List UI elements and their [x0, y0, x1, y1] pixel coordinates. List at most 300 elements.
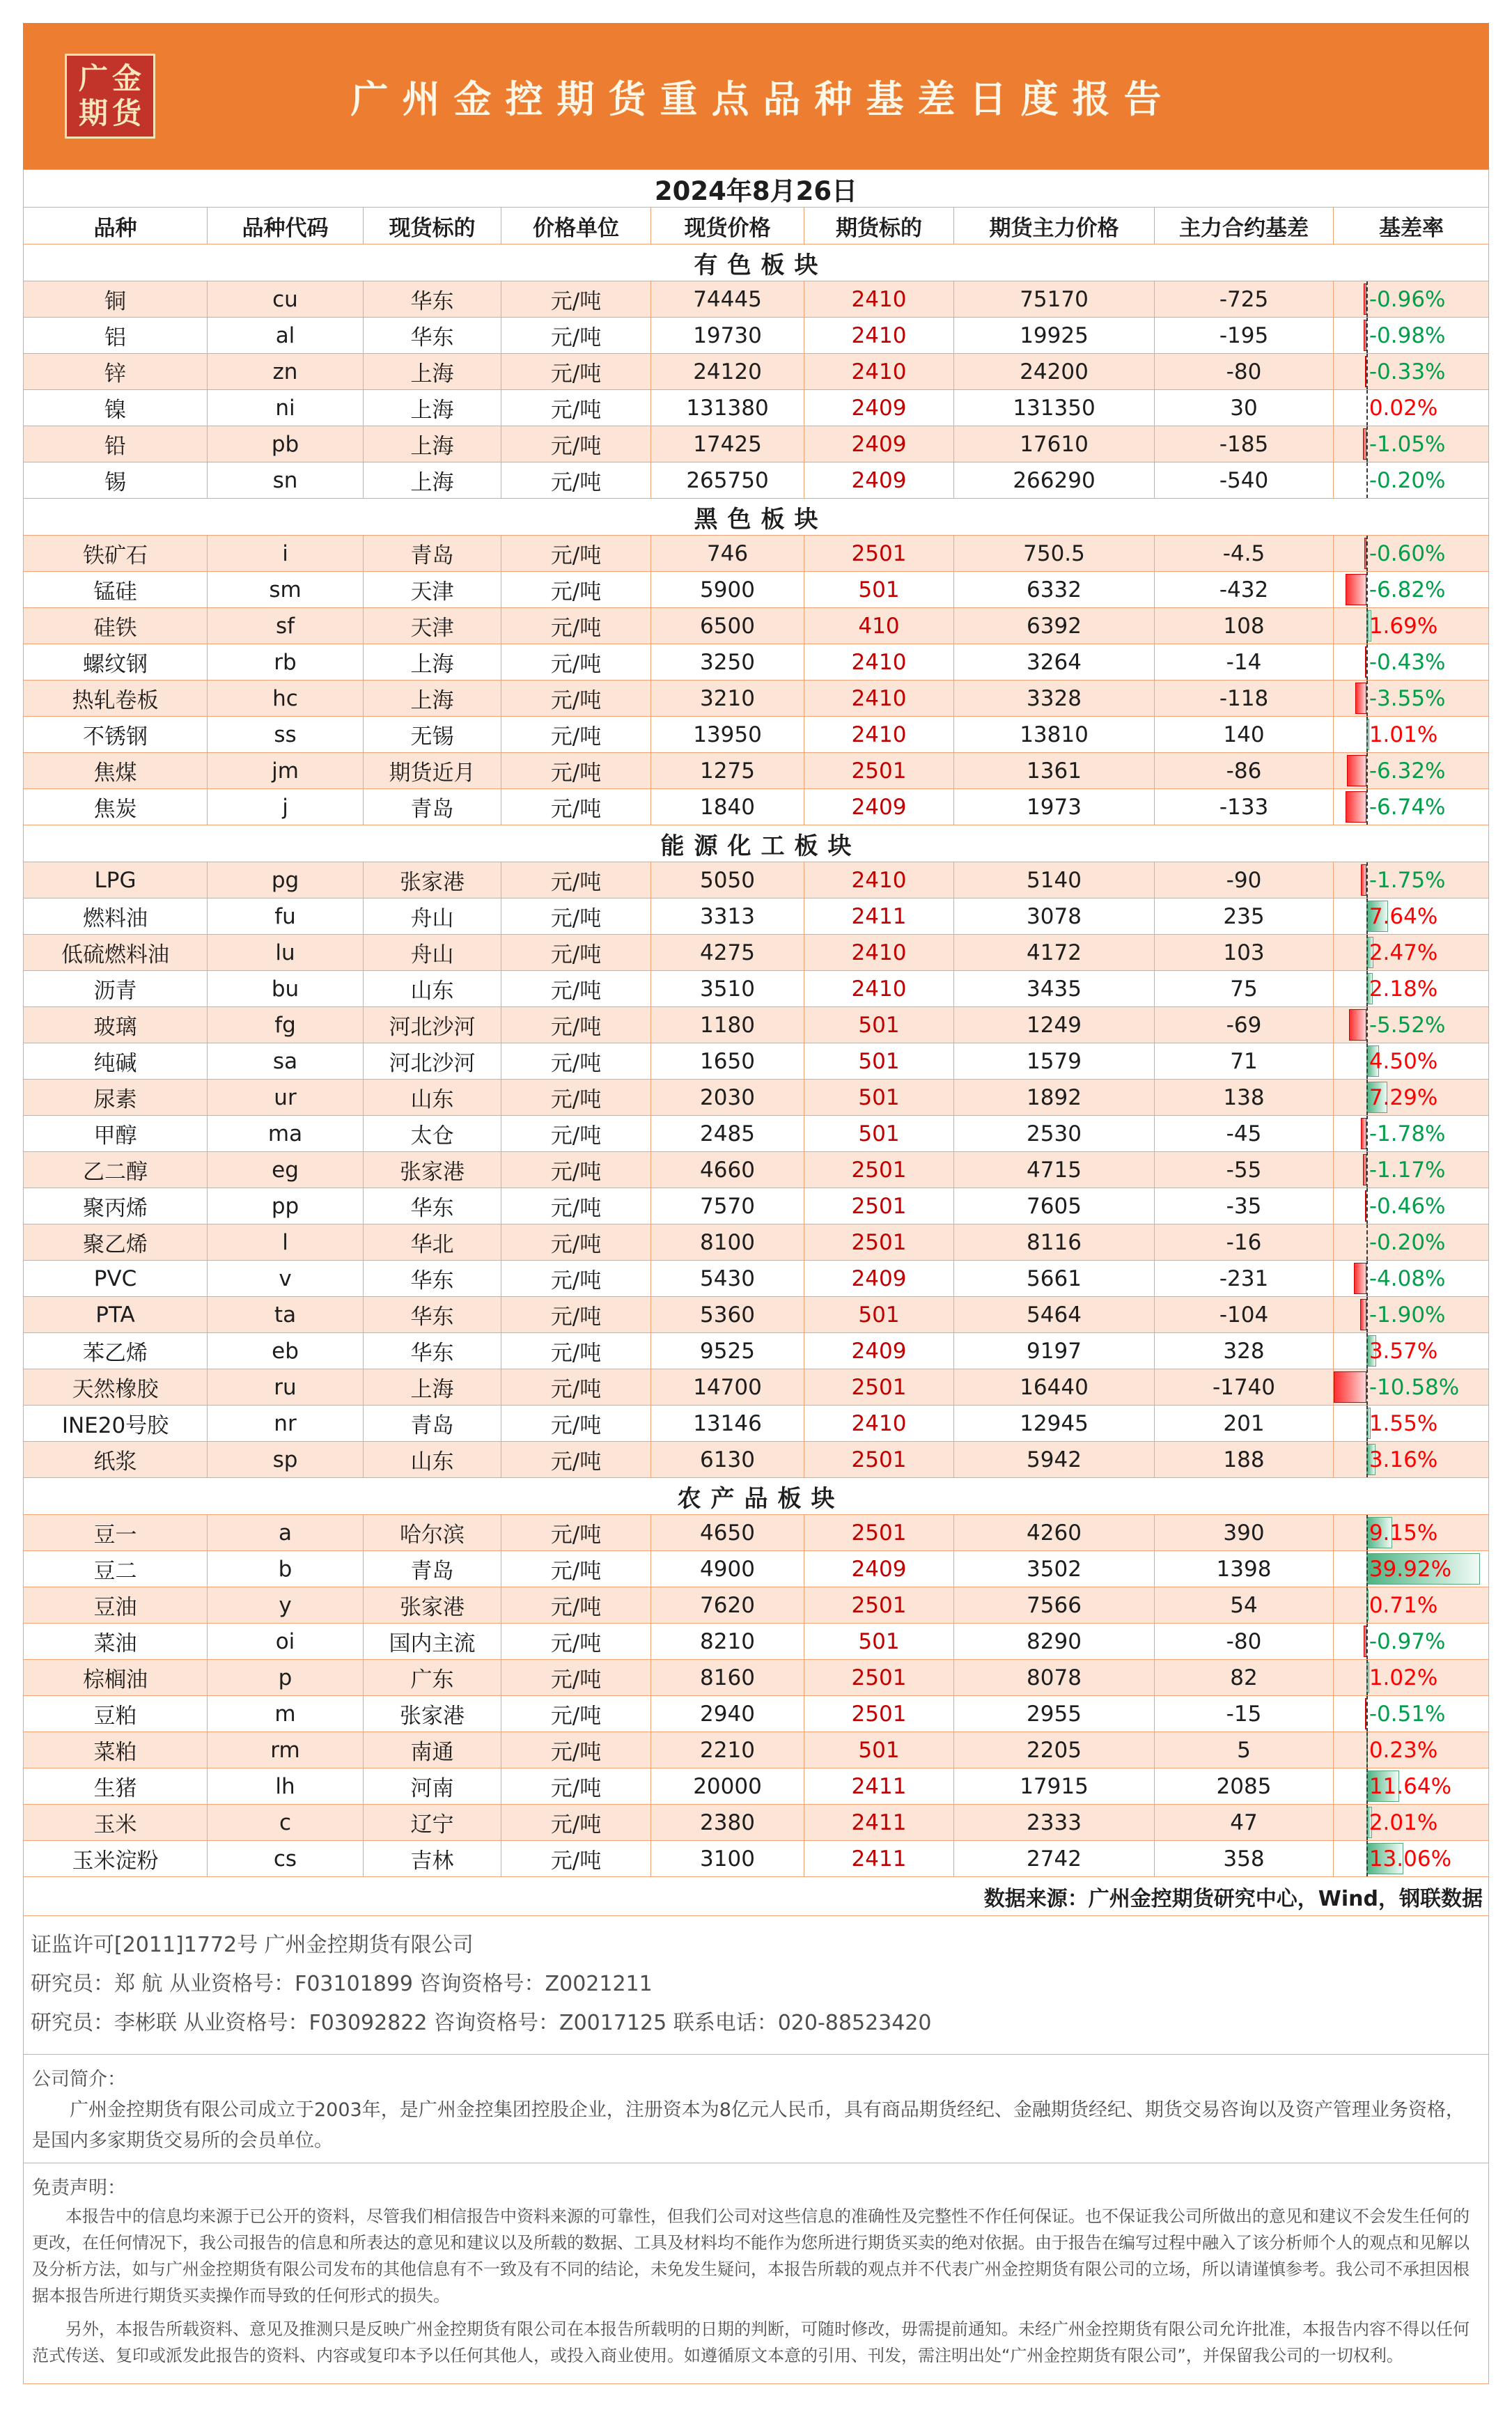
cell-spot-target: 山东 [363, 1080, 501, 1115]
cell-basis: -1740 [1154, 1369, 1333, 1405]
cell-basis-rate [1333, 789, 1489, 825]
table-row-m [24, 1696, 1488, 1732]
cell-contract-month: 2410 [804, 971, 953, 1006]
cell-contract-month: 2410 [804, 644, 953, 680]
table-row-eg [24, 1152, 1488, 1188]
basis-rate-value: -0.51% [1369, 1701, 1446, 1727]
cell-price-unit: 元/吨 [501, 1188, 650, 1224]
cell-variety: 纯碱 [93, 1051, 137, 1076]
logo-text-line1: 广金 [78, 61, 146, 96]
cell-basis-rate [1333, 1080, 1489, 1115]
cell-spot-price: 3510 [650, 971, 804, 1006]
cell-spot-target: 华东 [363, 1333, 501, 1369]
table-row-cu [24, 281, 1488, 318]
cell-futures-price: 75170 [953, 281, 1154, 317]
cell-spot-price: 3210 [650, 680, 804, 716]
cell-basis-rate [1333, 1515, 1489, 1550]
table-row-bu [24, 971, 1488, 1007]
cell-spot-price: 2940 [650, 1696, 804, 1732]
cell-futures-price: 7566 [953, 1587, 1154, 1623]
cell-code: cs [207, 1841, 363, 1876]
basis-rate-value: 7.64% [1369, 903, 1438, 929]
cell-spot-target: 哈尔滨 [363, 1515, 501, 1550]
table-row-rb [24, 644, 1488, 680]
cell-futures-price: 1579 [953, 1043, 1154, 1079]
cell-spot-target: 无锡 [363, 717, 501, 752]
cell-basis: 54 [1154, 1587, 1333, 1623]
disclaimer-block [24, 2163, 1488, 2383]
company-intro-block [24, 2055, 1488, 2163]
cell-basis-rate [1333, 1768, 1489, 1804]
cell-code: p [207, 1660, 363, 1695]
basis-rate-value: 1.55% [1369, 1410, 1438, 1436]
cell-basis: -104 [1154, 1297, 1333, 1332]
table-row-hc [24, 680, 1488, 717]
basis-rate-value: 3.57% [1369, 1338, 1438, 1364]
cell-variety: 燃料油 [83, 906, 148, 931]
cell-futures-price: 2333 [953, 1805, 1154, 1840]
cell-variety: 热轧卷板 [72, 688, 159, 713]
cell-futures-price: 1892 [953, 1080, 1154, 1115]
disclaimer-paragraph: 本报告中的信息均来源于已公开的资料，尽管我们相信报告中资料来源的可靠性，但我们公司对这些信息的准确性及完整性不作任何保证。也不保证我公司所做出的意见和建议不会发生任何的更改，在任何情况下，我公司报告的信息和所表达的意见和建议以及所载的数据、工具及材料均不能作为您所进行期货买卖的绝对依据。由于报告在编写过程中融入了该分析师个人的观点和见解以及分析方法，如与广州金控期货有限公司发布的其他信息有不一致及有不同的结论，未免发生疑问，本报告所载的观点并不代表广州金控期货有限公司的立场，所以请谨慎参考。我公司不承担因根据本报告所进行期货买卖操作而导致的任何形式的损失。 [32, 2207, 1470, 2306]
cell-price-unit: 元/吨 [501, 462, 650, 498]
cell-contract-month: 501 [804, 1007, 953, 1043]
cell-basis-rate [1333, 1224, 1489, 1260]
cell-basis: 138 [1154, 1080, 1333, 1115]
cell-spot-target: 舟山 [363, 898, 501, 934]
cell-spot-price: 14700 [650, 1369, 804, 1405]
cell-variety: 螺纹钢 [83, 652, 148, 677]
cell-contract-month: 501 [804, 1297, 953, 1332]
basis-rate-value: 0.71% [1369, 1592, 1438, 1618]
table-row-rm [24, 1732, 1488, 1768]
table-row-sn [24, 462, 1488, 499]
cell-basis-rate [1333, 426, 1489, 462]
cell-basis: -4.5 [1154, 536, 1333, 571]
cell-basis: 328 [1154, 1333, 1333, 1369]
cell-spot-price: 1180 [650, 1007, 804, 1043]
cell-variety: 豆二 [93, 1559, 137, 1584]
cell-contract-month: 2409 [804, 1333, 953, 1369]
table-row-lu [24, 935, 1488, 971]
cell-spot-target: 青岛 [363, 1406, 501, 1441]
cell-basis-rate [1333, 462, 1489, 498]
cell-basis-rate [1333, 1369, 1489, 1405]
cell-basis: 390 [1154, 1515, 1333, 1550]
cell-variety: 锌 [104, 361, 126, 387]
cell-variety: 焦炭 [93, 797, 137, 822]
cell-basis-rate [1333, 354, 1489, 389]
cell-contract-month: 2410 [804, 680, 953, 716]
table-row-i [24, 536, 1488, 572]
cell-code: lh [207, 1768, 363, 1804]
cell-spot-price: 3313 [650, 898, 804, 934]
cell-basis: -15 [1154, 1696, 1333, 1732]
basis-rate-value: -0.20% [1369, 467, 1446, 493]
basis-rate-value: -1.78% [1369, 1121, 1446, 1146]
cell-spot-price: 2210 [650, 1732, 804, 1768]
cell-code: sf [207, 608, 363, 644]
cell-price-unit: 元/吨 [501, 1007, 650, 1043]
cell-spot-target: 上海 [363, 1369, 501, 1405]
basis-rate-value: 0.23% [1369, 1737, 1438, 1763]
col-header: 品种 [93, 215, 137, 241]
company-intro-heading: 公司简介： [32, 2069, 126, 2090]
cell-basis: -118 [1154, 680, 1333, 716]
cell-basis-rate [1333, 1152, 1489, 1188]
basis-rate-value: -0.43% [1369, 649, 1446, 675]
disclaimer-heading: 免责声明： [32, 2177, 126, 2200]
table-row-c [24, 1805, 1488, 1841]
cell-spot-target: 上海 [363, 390, 501, 426]
disclaimer-paragraph: 另外，本报告所载资料、意见及推测只是反映广州金控期货有限公司在本报告所载明的日期的判断，可随时修改，毋需提前通知。未经广州金控期货有限公司允许批准，本报告内容不得以任何范式传送、复印或派发此报告的资料、内容或复印本予以任何其他人，或投入商业使用。如遵循原文本意的引用、刊发，需注明出处“广州金控期货有限公司”，并保留我公司的一切权利。 [32, 2319, 1470, 2365]
cell-contract-month: 2501 [804, 1515, 953, 1550]
cell-variety: 聚乙烯 [83, 1232, 148, 1257]
cell-contract-month: 2501 [804, 1188, 953, 1224]
report-title: 广州金控期货重点品种基差日度报告 [350, 77, 1176, 121]
cell-spot-price: 1840 [650, 789, 804, 825]
cell-variety: 铅 [104, 434, 126, 459]
report-date: 2024年8月26日 [24, 170, 1488, 208]
cell-futures-price: 4172 [953, 935, 1154, 970]
section-header-能源化工板块: 能源化工板块 [24, 825, 1488, 862]
cell-code: fg [207, 1007, 363, 1043]
cell-futures-price: 6332 [953, 572, 1154, 607]
cell-futures-price: 5661 [953, 1261, 1154, 1296]
cell-spot-target: 河北沙河 [363, 1043, 501, 1079]
section-header-有色板块: 有色板块 [24, 244, 1488, 281]
cell-basis: 235 [1154, 898, 1333, 934]
cell-code: eb [207, 1333, 363, 1369]
cell-spot-price: 4650 [650, 1515, 804, 1550]
cell-spot-target: 华东 [363, 1261, 501, 1296]
cell-futures-price: 1973 [953, 789, 1154, 825]
cell-contract-month: 2409 [804, 390, 953, 426]
cell-price-unit: 元/吨 [501, 536, 650, 571]
col-header: 现货标的 [363, 208, 501, 244]
basis-rate-value: -0.96% [1369, 286, 1446, 312]
cell-basis-rate [1333, 390, 1489, 426]
cell-basis-rate [1333, 1188, 1489, 1224]
cell-futures-price: 3435 [953, 971, 1154, 1006]
cell-contract-month: 2501 [804, 1696, 953, 1732]
cell-code: b [207, 1551, 363, 1587]
cell-variety: 豆一 [93, 1523, 137, 1548]
cell-basis: 103 [1154, 935, 1333, 970]
cell-price-unit: 元/吨 [501, 1768, 650, 1804]
cell-futures-price: 4715 [953, 1152, 1154, 1188]
cell-price-unit: 元/吨 [501, 1152, 650, 1188]
basis-rate-value: 0.02% [1369, 395, 1438, 421]
cell-basis: -45 [1154, 1116, 1333, 1151]
table-row-ss [24, 717, 1488, 753]
table-row-ma [24, 1116, 1488, 1152]
table-row-v [24, 1261, 1488, 1297]
table-row-b [24, 1551, 1488, 1587]
cell-spot-target: 青岛 [363, 536, 501, 571]
cell-code: hc [207, 680, 363, 716]
cell-price-unit: 元/吨 [501, 1406, 650, 1441]
col-header: 基差率 [1333, 208, 1489, 244]
cell-variety: 低硫燃料油 [61, 942, 169, 967]
cell-contract-month: 501 [804, 1116, 953, 1151]
table-row-ur [24, 1080, 1488, 1116]
col-header: 品种代码 [207, 208, 363, 244]
cell-price-unit: 元/吨 [501, 717, 650, 752]
cell-variety: 生猪 [93, 1776, 137, 1801]
cell-spot-price: 4660 [650, 1152, 804, 1188]
cell-basis: -55 [1154, 1152, 1333, 1188]
cell-code: cu [207, 281, 363, 317]
cell-basis-rate [1333, 1696, 1489, 1732]
cell-futures-price: 2742 [953, 1841, 1154, 1876]
cell-variety: LPG [94, 867, 137, 893]
cell-variety: 菜油 [93, 1631, 137, 1656]
cell-basis: 108 [1154, 608, 1333, 644]
cell-price-unit: 元/吨 [501, 572, 650, 607]
cell-contract-month: 2501 [804, 1369, 953, 1405]
cell-code: rm [207, 1732, 363, 1768]
basis-rate-value: 39.92% [1369, 1556, 1452, 1582]
cell-contract-month: 2411 [804, 898, 953, 934]
cell-spot-price: 13146 [650, 1406, 804, 1441]
table-row-ni [24, 390, 1488, 426]
cell-futures-price: 3328 [953, 680, 1154, 716]
basis-rate-value: -0.46% [1369, 1193, 1446, 1219]
table-row-sm [24, 572, 1488, 608]
table-row-j [24, 789, 1488, 825]
cell-spot-target: 山东 [363, 971, 501, 1006]
cell-futures-price: 9197 [953, 1333, 1154, 1369]
basis-rate-value: 7.29% [1369, 1084, 1438, 1110]
cell-contract-month: 2410 [804, 935, 953, 970]
basis-rate-value: -6.74% [1369, 794, 1446, 820]
cell-variety: 玉米淀粉 [72, 1849, 159, 1874]
cell-code: jm [207, 753, 363, 788]
basis-rate-value: -4.08% [1369, 1266, 1446, 1291]
cell-spot-target: 华东 [363, 281, 501, 317]
cell-basis: -14 [1154, 644, 1333, 680]
cell-price-unit: 元/吨 [501, 318, 650, 353]
cell-futures-price: 3078 [953, 898, 1154, 934]
cell-code: m [207, 1696, 363, 1732]
cell-basis: 5 [1154, 1732, 1333, 1768]
cell-basis-rate [1333, 1551, 1489, 1587]
cell-price-unit: 元/吨 [501, 898, 650, 934]
cell-basis-rate [1333, 1805, 1489, 1840]
cell-spot-price: 5430 [650, 1261, 804, 1296]
cell-price-unit: 元/吨 [501, 644, 650, 680]
cell-spot-price: 746 [650, 536, 804, 571]
table-row-pg [24, 862, 1488, 898]
cell-basis: 2085 [1154, 1768, 1333, 1804]
cell-price-unit: 元/吨 [501, 1660, 650, 1695]
cell-contract-month: 2409 [804, 1551, 953, 1587]
cell-futures-price: 19925 [953, 318, 1154, 353]
cell-variety: 豆粕 [93, 1704, 137, 1729]
cell-contract-month: 501 [804, 1624, 953, 1659]
table-row-jm [24, 753, 1488, 789]
table-row-sp [24, 1442, 1488, 1478]
table-row-pp [24, 1188, 1488, 1224]
cell-variety: PTA [95, 1302, 135, 1328]
cell-price-unit: 元/吨 [501, 1551, 650, 1587]
section-header-黑色板块: 黑色板块 [24, 499, 1488, 536]
table-row-p [24, 1660, 1488, 1696]
cell-spot-price: 7570 [650, 1188, 804, 1224]
cell-variety: 硅铁 [93, 616, 137, 641]
table-row-zn [24, 354, 1488, 390]
cell-contract-month: 2501 [804, 536, 953, 571]
cell-code: pb [207, 426, 363, 462]
cell-code: fu [207, 898, 363, 934]
cell-spot-target: 上海 [363, 426, 501, 462]
basis-table [23, 169, 1489, 2384]
cell-basis-rate [1333, 1297, 1489, 1332]
cell-price-unit: 元/吨 [501, 1043, 650, 1079]
cell-variety: 聚丙烯 [83, 1196, 148, 1221]
cell-contract-month: 2409 [804, 789, 953, 825]
cell-basis: 201 [1154, 1406, 1333, 1441]
cell-basis-rate [1333, 1732, 1489, 1768]
cell-basis: -69 [1154, 1007, 1333, 1043]
cell-price-unit: 元/吨 [501, 1732, 650, 1768]
cell-futures-price: 7605 [953, 1188, 1154, 1224]
cell-variety: 不锈钢 [83, 724, 148, 749]
table-header-row [24, 208, 1488, 244]
cell-contract-month: 501 [804, 1732, 953, 1768]
cell-price-unit: 元/吨 [501, 1624, 650, 1659]
company-intro-text: 广州金控期货有限公司成立于2003年，是广州金控集团控股企业，注册资本为8亿元人民币，具有商品期货经纪、金融期货经纪、期货交易咨询以及资产管理业务资格，是国内多家期货交易所的会员单位。 [32, 2099, 1465, 2152]
basis-rate-value: -1.90% [1369, 1302, 1446, 1328]
table-row-l [24, 1224, 1488, 1261]
cell-price-unit: 元/吨 [501, 1515, 650, 1550]
cell-spot-target: 华北 [363, 1224, 501, 1260]
col-header: 期货主力价格 [953, 208, 1154, 244]
cell-futures-price: 131350 [953, 390, 1154, 426]
cell-price-unit: 元/吨 [501, 1442, 650, 1477]
cell-variety: 铜 [104, 289, 126, 314]
company-logo [65, 54, 155, 139]
cell-basis-rate [1333, 536, 1489, 571]
cell-basis: 188 [1154, 1442, 1333, 1477]
cell-basis-rate [1333, 1007, 1489, 1043]
cell-basis: 140 [1154, 717, 1333, 752]
basis-rate-value: 2.47% [1369, 940, 1438, 965]
cell-code: eg [207, 1152, 363, 1188]
cell-variety: 豆油 [93, 1595, 137, 1620]
basis-rate-value: 4.50% [1369, 1048, 1438, 1074]
cell-futures-price: 8290 [953, 1624, 1154, 1659]
cell-spot-price: 24120 [650, 354, 804, 389]
cell-price-unit: 元/吨 [501, 789, 650, 825]
cell-spot-target: 河南 [363, 1768, 501, 1804]
cell-basis: -432 [1154, 572, 1333, 607]
cell-basis: -86 [1154, 753, 1333, 788]
cell-basis-rate [1333, 1587, 1489, 1623]
cell-basis-rate [1333, 608, 1489, 644]
cell-basis: -80 [1154, 1624, 1333, 1659]
cell-spot-target: 上海 [363, 354, 501, 389]
cell-spot-target: 华东 [363, 318, 501, 353]
cell-code: rb [207, 644, 363, 680]
table-row-fg [24, 1007, 1488, 1043]
table-row-nr [24, 1406, 1488, 1442]
cell-code: a [207, 1515, 363, 1550]
cell-spot-price: 6130 [650, 1442, 804, 1477]
col-header: 主力合约基差 [1154, 208, 1333, 244]
cell-spot-price: 8160 [650, 1660, 804, 1695]
cell-spot-price: 5900 [650, 572, 804, 607]
cell-spot-target: 青岛 [363, 1551, 501, 1587]
table-row-sa [24, 1043, 1488, 1080]
cell-code: oi [207, 1624, 363, 1659]
cell-basis: 1398 [1154, 1551, 1333, 1587]
cell-spot-target: 青岛 [363, 789, 501, 825]
cell-basis-rate [1333, 1333, 1489, 1369]
cell-basis-rate [1333, 1442, 1489, 1477]
basis-rate-value: -6.32% [1369, 758, 1446, 784]
license-block [24, 1916, 1488, 2055]
cell-variety: INE20号胶 [61, 1413, 169, 1438]
basis-rate-value: 2.01% [1369, 1810, 1438, 1835]
cell-price-unit: 元/吨 [501, 1369, 650, 1405]
cell-spot-price: 8100 [650, 1224, 804, 1260]
cell-spot-price: 13950 [650, 717, 804, 752]
cell-spot-target: 河北沙河 [363, 1007, 501, 1043]
cell-basis-rate [1333, 644, 1489, 680]
cell-spot-target: 华东 [363, 1188, 501, 1224]
cell-variety: 纸浆 [93, 1449, 137, 1475]
cell-contract-month: 2409 [804, 462, 953, 498]
cell-spot-target: 张家港 [363, 1696, 501, 1732]
table-row-fu [24, 898, 1488, 935]
basis-rate-value: -0.98% [1369, 322, 1446, 348]
cell-basis: -185 [1154, 426, 1333, 462]
researcher-line: 研究员：郑 航 从业资格号：F03101899 咨询资格号：Z0021211 [31, 1972, 653, 1996]
section-header-农产品板块: 农产品板块 [24, 1478, 1488, 1515]
cell-basis: -35 [1154, 1188, 1333, 1224]
cell-price-unit: 元/吨 [501, 935, 650, 970]
table-row-y [24, 1587, 1488, 1624]
cell-basis: -725 [1154, 281, 1333, 317]
cell-futures-price: 24200 [953, 354, 1154, 389]
cell-spot-target: 天津 [363, 608, 501, 644]
cell-price-unit: 元/吨 [501, 753, 650, 788]
cell-price-unit: 元/吨 [501, 680, 650, 716]
cell-spot-price: 8210 [650, 1624, 804, 1659]
cell-price-unit: 元/吨 [501, 971, 650, 1006]
basis-rate-value: -5.52% [1369, 1012, 1446, 1038]
cell-price-unit: 元/吨 [501, 1333, 650, 1369]
cell-contract-month: 2410 [804, 717, 953, 752]
cell-price-unit: 元/吨 [501, 862, 650, 898]
cell-contract-month: 2410 [804, 281, 953, 317]
cell-spot-target: 期货近月 [363, 753, 501, 788]
cell-spot-target: 天津 [363, 572, 501, 607]
cell-contract-month: 2409 [804, 426, 953, 462]
cell-basis-rate [1333, 753, 1489, 788]
cell-price-unit: 元/吨 [501, 1297, 650, 1332]
cell-price-unit: 元/吨 [501, 390, 650, 426]
cell-futures-price: 8078 [953, 1660, 1154, 1695]
cell-variety: 锰硅 [93, 579, 137, 605]
cell-futures-price: 17610 [953, 426, 1154, 462]
cell-spot-target: 张家港 [363, 1152, 501, 1188]
basis-rate-value: -1.05% [1369, 431, 1446, 457]
cell-contract-month: 2501 [804, 1152, 953, 1188]
cell-contract-month: 2501 [804, 753, 953, 788]
